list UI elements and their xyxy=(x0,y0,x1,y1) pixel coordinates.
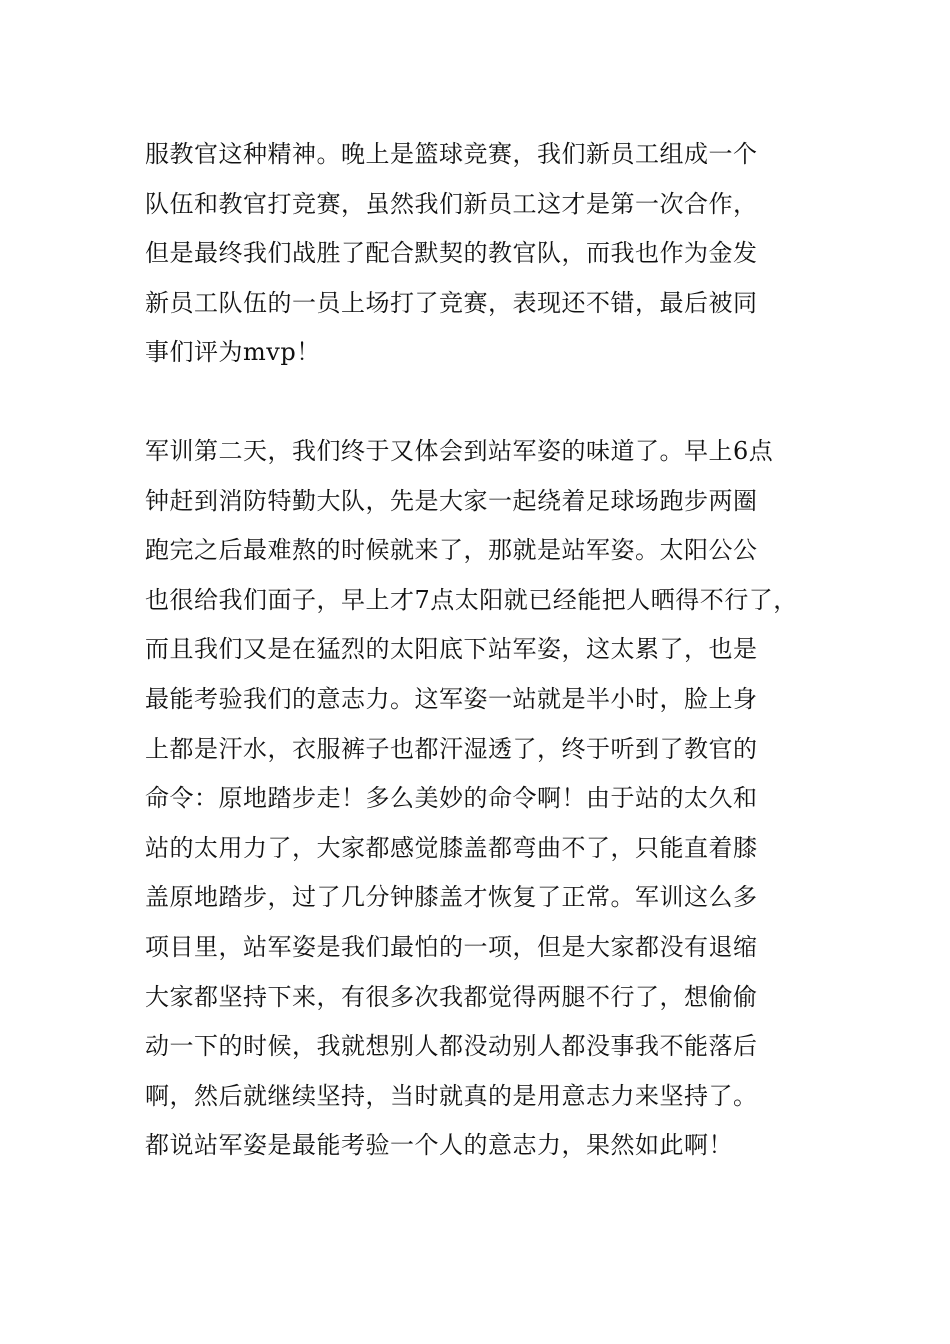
text-line: 项目里，站军姿是我们最怕的一项，但是大家都没有退缩 xyxy=(145,932,758,961)
text-line: 命令：原地踏步走！多么美妙的命令啊！由于站的太久和 xyxy=(145,784,758,813)
text-line: 军训第二天，我们终于又体会到站军姿的味道了。早上6点 xyxy=(145,437,774,465)
paragraph-basketball xyxy=(145,130,845,378)
text-line: 盖原地踏步，过了几分钟膝盖才恢复了正常。军训这么多 xyxy=(145,883,758,912)
text-line: 也很给我们面子，早上才7点太阳就已经能把人晒得不行了， xyxy=(145,585,798,614)
text-line: 站的太用力了，大家都感觉膝盖都弯曲不了，只能直着膝 xyxy=(145,833,758,862)
text-line: 队伍和教官打竞赛，虽然我们新员工这才是第一次合作， xyxy=(145,189,758,218)
text-line: 啊，然后就继续坚持，当时就真的是用意志力来坚持了。 xyxy=(145,1081,758,1110)
text-line: 都说站军姿是最能考验一个人的意志力，果然如此啊！ xyxy=(145,1131,733,1160)
text-line: 服教官这种精神。晚上是篮球竞赛，我们新员工组成一个 xyxy=(145,140,758,168)
text-line: 上都是汗水，衣服裤子也都汗湿透了，终于听到了教官的 xyxy=(145,734,758,763)
text-line: 钟赶到消防特勤大队，先是大家一起绕着足球场跑步两圈 xyxy=(145,486,758,515)
text-line: 而且我们又是在猛烈的太阳底下站军姿，这太累了，也是 xyxy=(145,635,758,664)
text-line: 但是最终我们战胜了配合默契的教官队，而我也作为金发 xyxy=(145,239,758,268)
text-line: 大家都坚持下来，有很多次我都觉得两腿不行了，想偷偷 xyxy=(145,982,758,1011)
text-line: 事们评为mvp！ xyxy=(145,338,321,367)
text-line: 动一下的时候，我就想别人都没动别人都没事我不能落后 xyxy=(145,1032,758,1061)
text-line: 跑完之后最难熬的时候就来了，那就是站军姿。太阳公公 xyxy=(145,536,758,565)
text-line: 最能考验我们的意志力。这军姿一站就是半小时，脸上身 xyxy=(145,684,758,713)
paragraph-military-stance xyxy=(145,427,845,1171)
text-line: 新员工队伍的一员上场打了竞赛，表现还不错，最后被同 xyxy=(145,288,758,317)
